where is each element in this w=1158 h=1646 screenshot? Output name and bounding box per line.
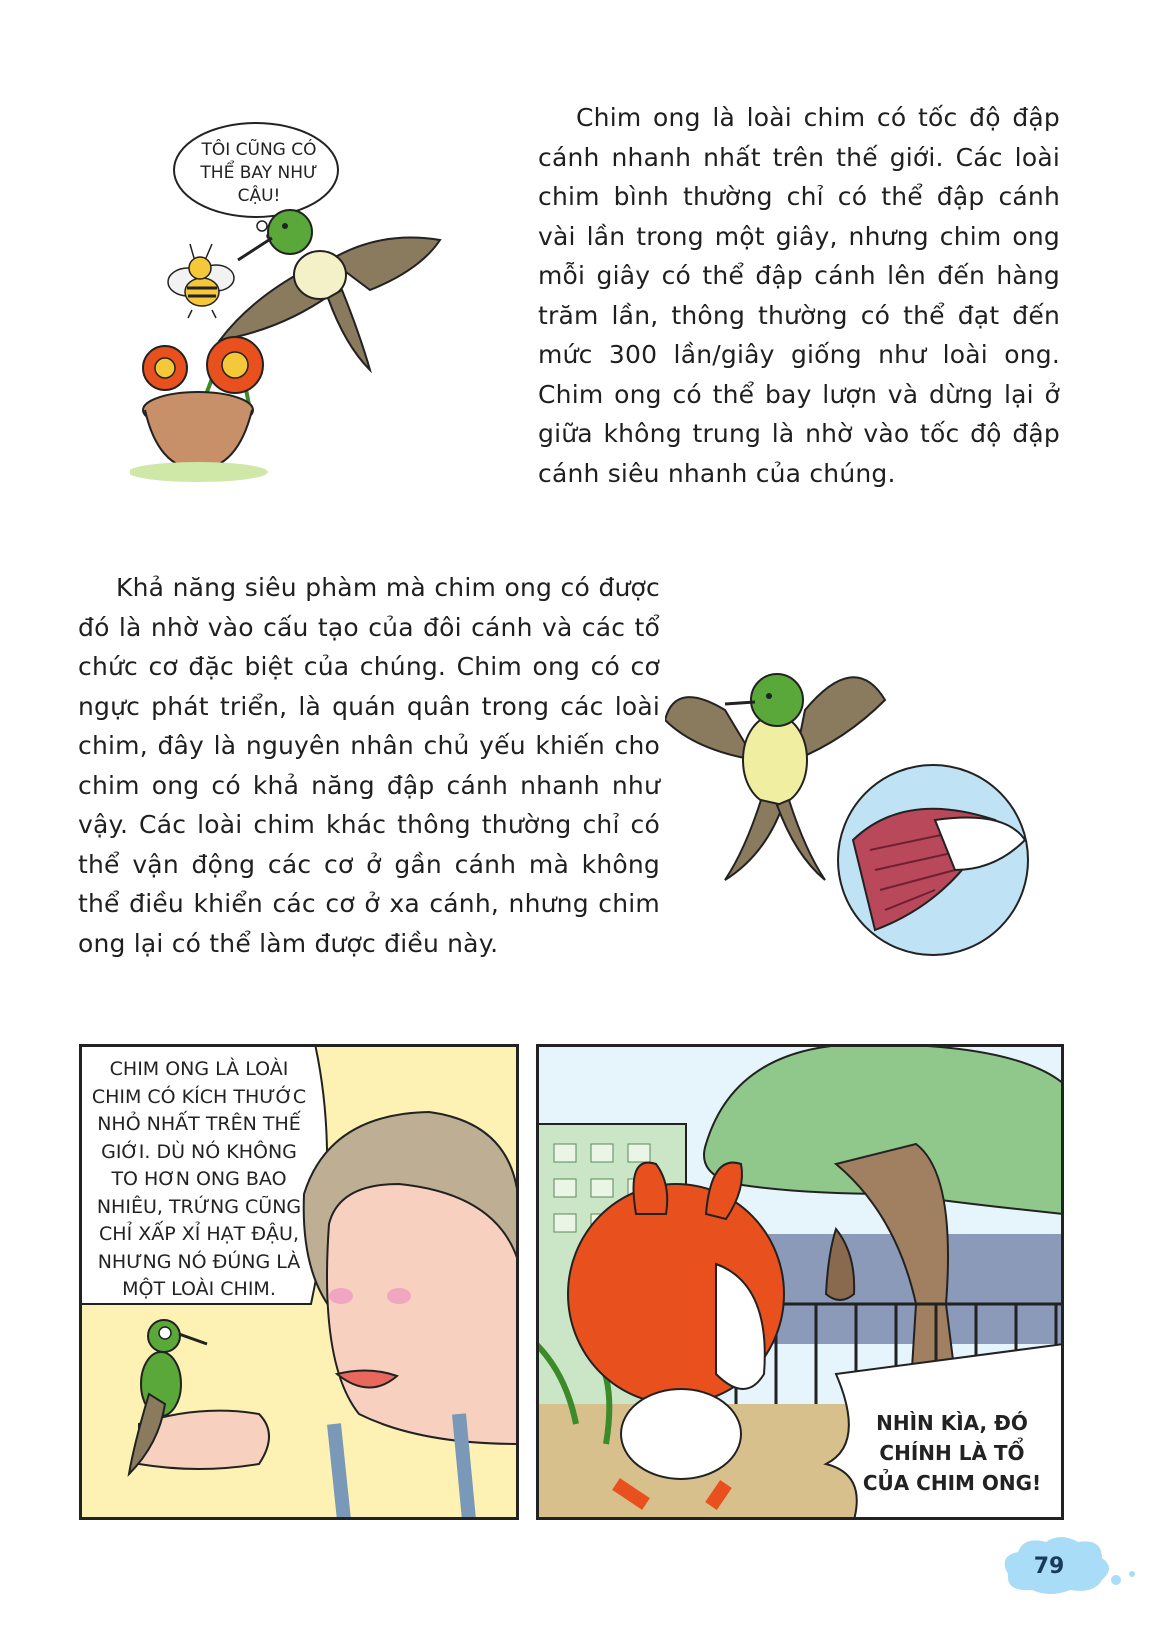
paragraph-1 [538,98,1060,493]
speech-line: NHỎ NHẤT TRÊN THẾ [97,1113,301,1135]
speech-line: CỦA CHIM ONG! [862,1471,1042,1495]
speech-line: NHIÊU, TRỨNG CŨNG [96,1195,302,1218]
bee-drawing [168,244,234,318]
thought-line: THỂ BAY NHƯ [200,163,318,183]
speech-line: MỘT LOÀI CHIM. [122,1278,276,1300]
panel-2-speech-text [862,1408,1042,1498]
hummingbird-muscle-illustration [665,640,1065,1000]
speech-line: CHÍNH LÀ TỔ [879,1441,1025,1465]
page-number: 79 [1033,1554,1065,1579]
speech-line: CHIM ONG LÀ LOÀI [109,1058,289,1080]
flower-pot-drawing [130,337,268,482]
paragraph-2 [78,568,660,963]
thought-line: CẬU! [237,186,281,206]
paragraph-2-text: Khả năng siêu phàm mà chim ong có được đó là nhờ vào cấu tạo của đôi cánh và các tổ chức cơ đặc biệt của chúng. Chim ong có cơ ngực phát triển, là quán quân trong các loài chim, đây là nguyên nhân chủ yếu khiến cho chim ong có khả năng đập cánh nhanh như vậy. Các loài chim khác thông thường chỉ có thể vận động các cơ ở gần cánh mà không thể điều khiển các cơ ở xa cánh, nhưng chim ong lại có thể làm được điều này. [78,573,660,958]
speech-line: GIỚI. DÙ NÓ KHÔNG [101,1140,297,1163]
speech-line: NHƯNG NÓ ĐÚNG LÀ [97,1250,301,1273]
thought-bubble-text [184,139,334,208]
thought-line: TÔI CŨNG CÓ [201,140,317,160]
speech-line: CHỈ XẤP XỈ HẠT ĐẬU, [99,1223,299,1245]
speech-line: NHÌN KÌA, ĐÓ [876,1411,1028,1435]
paragraph-1-text: Chim ong là loài chim có tốc độ đập cánh nhanh nhất trên thế giới. Các loài chim bình thường chỉ có thể đập cánh vài lần trong một giây, nhưng chim ong mỗi giây có thể đập cánh lên đến hàng trăm lần, thông thường có thể đạt đến mức 300 lần/giây giống như loài ong. Chim ong có thể bay lượn và dừng lại ở giữa không trung là nhờ vào tốc độ đập cánh siêu nhanh của chúng. [538,103,1060,488]
panel-1-speech-text [86,1056,312,1304]
speech-line: CHIM CÓ KÍCH THƯỚC [91,1085,307,1108]
speech-line: TO HƠN ONG BAO [111,1168,287,1190]
